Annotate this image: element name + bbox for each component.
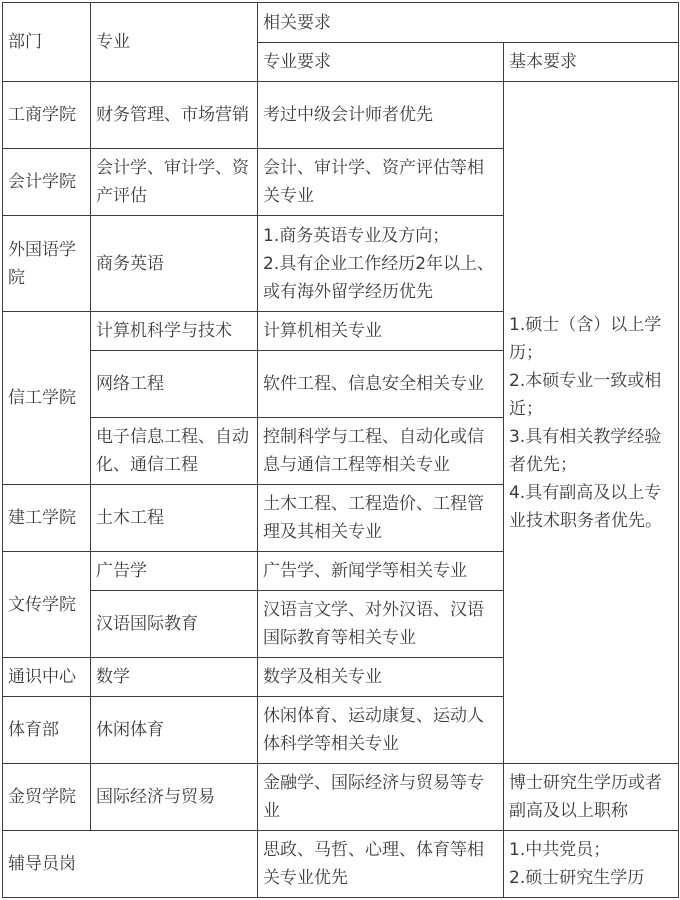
header-basic-req: 基本要求 (504, 43, 679, 82)
dept-cell: 金贸学院 (3, 764, 91, 831)
dept-cell: 工商学院 (3, 82, 91, 149)
major-cell: 网络工程 (91, 351, 258, 418)
dept-cell: 外国语学院 (3, 216, 91, 312)
header-major-req: 专业要求 (258, 43, 504, 82)
dept-cell: 通识中心 (3, 658, 91, 697)
header-major: 专业 (91, 3, 258, 82)
basic-req-cell: 博士研究生学历或者副高及以上职称 (504, 764, 679, 831)
major-req-cell: 广告学、新闻学等相关专业 (258, 552, 504, 591)
major-cell: 商务英语 (91, 216, 258, 312)
major-cell: 电子信息工程、自动化、通信工程 (91, 418, 258, 485)
major-cell: 财务管理、市场营销 (91, 82, 258, 149)
major-cell: 广告学 (91, 552, 258, 591)
header-related: 相关要求 (258, 3, 679, 43)
dept-cell: 建工学院 (3, 485, 91, 552)
major-cell: 汉语国际教育 (91, 591, 258, 658)
table-row (3, 82, 679, 149)
table-row (3, 764, 679, 831)
basic-req-cell: 1.中共党员； 2.硕士研究生学历 (504, 831, 679, 898)
requirements-table (2, 2, 679, 898)
major-cell: 土木工程 (91, 485, 258, 552)
major-req-cell: 会计、审计学、资产评估等相关专业 (258, 149, 504, 216)
major-cell: 国际经济与贸易 (91, 764, 258, 831)
major-req-cell: 软件工程、信息安全相关专业 (258, 351, 504, 418)
major-req-cell: 土木工程、工程造价、工程管理及其相关专业 (258, 485, 504, 552)
major-req-cell: 思政、马哲、心理、体育等相关专业优先 (258, 831, 504, 898)
major-cell: 休闲体育 (91, 697, 258, 764)
major-req-cell: 休闲体育、运动康复、运动人体科学等相关专业 (258, 697, 504, 764)
dept-cell: 体育部 (3, 697, 91, 764)
major-cell: 会计学、审计学、资产评估 (91, 149, 258, 216)
dept-cell: 信工学院 (3, 312, 91, 485)
major-req-cell: 计算机相关专业 (258, 312, 504, 351)
header-dept: 部门 (3, 3, 91, 82)
major-req-cell: 考过中级会计师者优先 (258, 82, 504, 149)
table-row (3, 831, 679, 898)
major-req-cell: 汉语言文学、对外汉语、汉语国际教育等相关专业 (258, 591, 504, 658)
basic-req-shared-cell: 1.硕士（含）以上学历； 2.本硕专业一致或相近； 3.具有相关教学经验者优先； 4.具有副高及以上专业技术职务者优先。 (504, 82, 679, 764)
major-req-cell: 数学及相关专业 (258, 658, 504, 697)
dept-cell: 辅导员岗 (3, 831, 258, 898)
major-req-cell: 控制科学与工程、自动化或信息与通信工程等相关专业 (258, 418, 504, 485)
dept-cell: 会计学院 (3, 149, 91, 216)
major-req-cell: 金融学、国际经济与贸易等专业 (258, 764, 504, 831)
major-cell: 数学 (91, 658, 258, 697)
major-req-cell: 1.商务英语专业及方向； 2.具有企业工作经历2年以上、或有海外留学经历优先 (258, 216, 504, 312)
dept-cell: 文传学院 (3, 552, 91, 658)
major-cell: 计算机科学与技术 (91, 312, 258, 351)
